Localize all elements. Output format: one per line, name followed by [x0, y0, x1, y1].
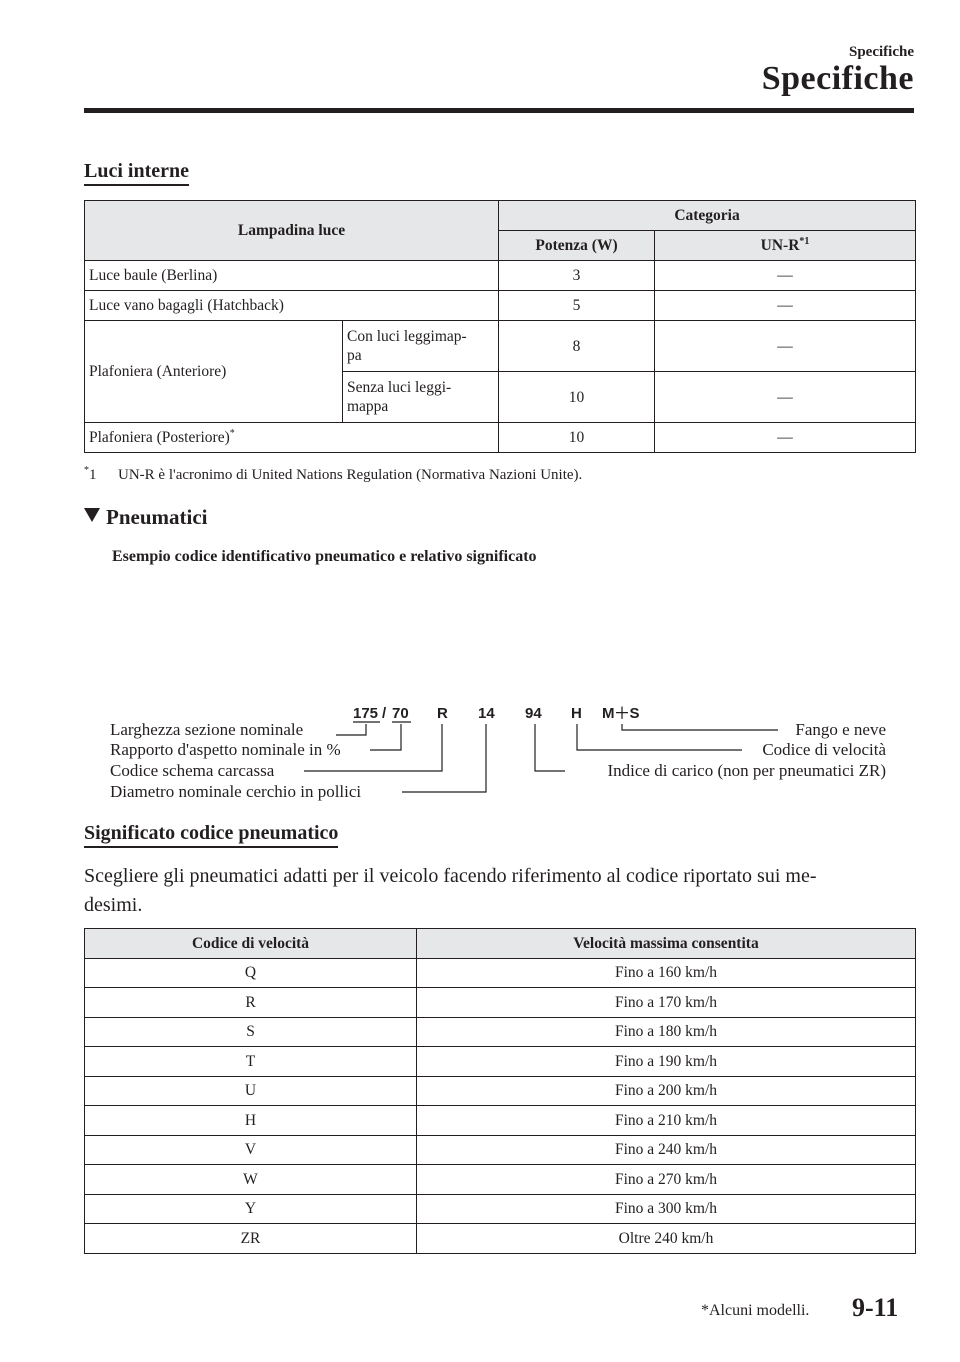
header-unr-footnote-mark: *1 — [799, 236, 810, 247]
table-row — [85, 1224, 916, 1254]
some-models-mark: * — [229, 428, 235, 439]
chapter-label: Specifiche — [849, 44, 914, 60]
table-row — [85, 1165, 916, 1195]
header-unr-label: UN-R — [760, 237, 800, 254]
footnote-digit: 1 — [89, 467, 97, 483]
row-power: 10 — [499, 423, 655, 453]
table-header-row — [85, 929, 916, 959]
row-label — [85, 423, 499, 453]
table-row — [85, 291, 916, 321]
max-speed-cell: Fino a 190 km/h — [417, 1047, 916, 1077]
table-row — [85, 1076, 916, 1106]
header-power: Potenza (W) — [499, 231, 655, 261]
header-speed-code: Codice di velocità — [85, 929, 417, 959]
table-row — [85, 1135, 916, 1165]
speed-code-cell: W — [85, 1165, 417, 1195]
table-row — [85, 1194, 916, 1224]
chapter-title: Specifiche — [761, 60, 914, 97]
speed-code-cell: R — [85, 988, 417, 1018]
speed-code-table — [84, 928, 916, 1254]
leader-load — [535, 724, 565, 771]
table-row — [85, 1047, 916, 1077]
code-ratio: 70 — [392, 705, 409, 722]
row-sublabel: Senza luci leggi- mappa — [343, 372, 499, 423]
label-ratio: Rapporto d'aspetto nominale in % — [110, 740, 341, 759]
label-rim: Diametro nominale cerchio in pollici — [110, 782, 362, 801]
table-row — [85, 1106, 916, 1136]
code-separator: / — [382, 705, 387, 722]
table-row — [85, 958, 916, 988]
row-unr: — — [655, 291, 916, 321]
tires-subtitle: Esempio codice identificativo pneumatico e relativo significato — [112, 548, 537, 565]
row-power: 5 — [499, 291, 655, 321]
row-label-text: Plafoniera (Posteriore) — [89, 429, 230, 446]
header-lamp: Lampadina luce — [85, 201, 499, 261]
row-sublabel: Con luci leggimap- pa — [343, 321, 499, 372]
max-speed-cell: Fino a 200 km/h — [417, 1076, 916, 1106]
leader-speed — [577, 724, 742, 750]
max-speed-cell: Oltre 240 km/h — [417, 1224, 916, 1254]
row-label: Luce baule (Berlina) — [85, 261, 499, 291]
header-rule — [84, 108, 914, 113]
speed-code-cell: Q — [85, 958, 417, 988]
footnote-star: * — [84, 465, 89, 476]
header-max-speed: Velocità massima consentita — [417, 929, 916, 959]
speed-code-cell: T — [85, 1047, 417, 1077]
max-speed-cell: Fino a 300 km/h — [417, 1194, 916, 1224]
code-speed: H — [571, 705, 582, 722]
section-title-tires — [84, 505, 207, 530]
leader-ms — [622, 724, 778, 730]
label-construction: Codice schema carcassa — [110, 761, 275, 780]
max-speed-cell: Fino a 240 km/h — [417, 1135, 916, 1165]
label-load: Indice di carico (non per pneumatici ZR) — [607, 761, 886, 780]
row-unr: — — [655, 423, 916, 453]
speed-code-cell: Y — [85, 1194, 417, 1224]
code-width: 175 — [353, 705, 379, 722]
footnote — [84, 467, 582, 484]
code-rim: 14 — [478, 705, 495, 722]
speed-code-cell: U — [85, 1076, 417, 1106]
footnote-number — [84, 467, 118, 484]
code-ms: M＋S — [602, 705, 640, 722]
label-speed: Codice di velocità — [762, 740, 886, 759]
table-header-row — [85, 201, 916, 231]
section-title-interior-lights: Luci interne — [84, 160, 189, 186]
tires-title-text: Pneumatici — [106, 505, 208, 529]
label-ms: Fango e neve — [795, 720, 886, 739]
max-speed-cell: Fino a 180 km/h — [417, 1017, 916, 1047]
leader-width — [336, 724, 366, 735]
body-paragraph: Scegliere gli pneumatici adatti per il veicolo facendo riferimento al codice riportato sui me- desimi. — [84, 865, 817, 916]
code-construction: R — [437, 705, 448, 722]
row-unr: — — [655, 321, 916, 372]
row-label: Luce vano bagagli (Hatchback) — [85, 291, 499, 321]
speed-code-cell: H — [85, 1106, 417, 1136]
page-number: 9-11 — [852, 1293, 899, 1322]
section-title-tire-code-meaning: Significato codice pneumatico — [84, 822, 338, 848]
table-row — [85, 988, 916, 1018]
leader-ratio — [370, 724, 401, 750]
triangle-bullet-icon — [84, 508, 100, 522]
header-unr — [655, 231, 916, 261]
interior-lights-table — [84, 200, 916, 453]
row-unr: — — [655, 261, 916, 291]
leader-rim — [402, 724, 486, 792]
table-row — [85, 321, 916, 372]
header-category: Categoria — [499, 201, 916, 231]
max-speed-cell: Fino a 170 km/h — [417, 988, 916, 1018]
speed-code-cell: V — [85, 1135, 417, 1165]
row-power: 10 — [499, 372, 655, 423]
table-row — [85, 423, 916, 453]
speed-code-cell: S — [85, 1017, 417, 1047]
footnote-text: UN-R è l'acronimo di United Nations Regulation (Normativa Nazioni Unite). — [118, 467, 583, 483]
max-speed-cell: Fino a 270 km/h — [417, 1165, 916, 1195]
max-speed-cell: Fino a 160 km/h — [417, 958, 916, 988]
row-power: 3 — [499, 261, 655, 291]
row-label: Plafoniera (Anteriore) — [85, 321, 343, 423]
max-speed-cell: Fino a 210 km/h — [417, 1106, 916, 1136]
speed-code-cell: ZR — [85, 1224, 417, 1254]
table-row — [85, 1017, 916, 1047]
label-width: Larghezza sezione nominale — [110, 720, 304, 739]
row-unr: — — [655, 372, 916, 423]
table-row — [85, 261, 916, 291]
row-power: 8 — [499, 321, 655, 372]
code-load: 94 — [525, 705, 542, 722]
tire-code-diagram — [0, 690, 960, 805]
some-models-note: *Alcuni modelli. — [701, 1302, 810, 1319]
